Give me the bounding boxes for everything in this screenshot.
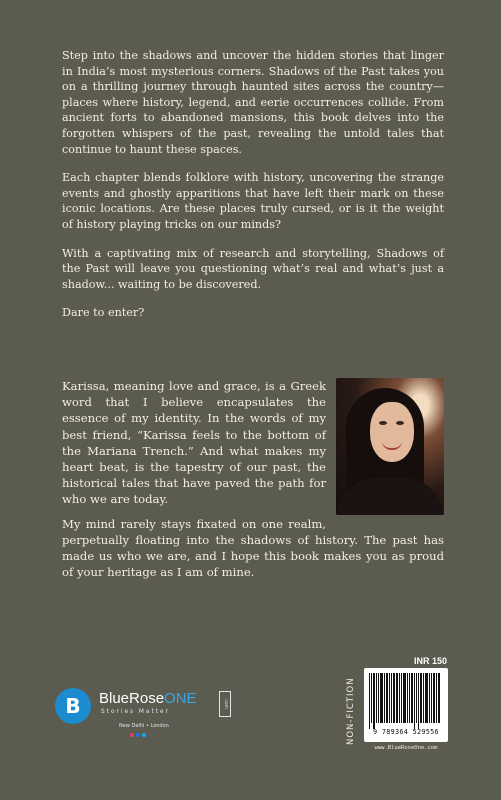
blurb-paragraph-4: Dare to enter? <box>62 306 145 320</box>
author-paragraph-1: Karissa, meaning love and grace, is a Greek word that I believe encapsulates the essence of my identity. In the words of my best friend, “Karissa feels to the bottom of the Mariana Trench.” And what makes my heart beat, is the tapestry of our past, the historical tales that have paved the path for who we are today. <box>62 379 326 507</box>
blurb-paragraph-3: With a captivating mix of research and storytelling, Shadows of the Past will leave you questioning what’s real and what’s just a shadow... waiting to be discovered. <box>62 246 444 291</box>
category-label: NON-FICTION <box>346 677 356 745</box>
isbn-number: 9 789364 529556 <box>373 728 439 736</box>
publisher-website: www.BlueRoseOne.com <box>374 745 438 751</box>
author-photo <box>336 378 444 515</box>
author-paragraph-2: My mind rarely stays fixated on one realm, perpetually floating into the shadows of history. The past has made us who we are, and I hope this book makes you as proud of your heritage as I am of mine. <box>62 516 444 580</box>
blurb-paragraph-2: Each chapter blends folklore with history, uncovering the strange events and ghostly apparitions that have left their mark on these iconic locations. Are these places truly cursed, or is it the weight of history playing tricks on our minds? <box>62 171 444 231</box>
publisher-cities: New Delhi • London <box>119 723 169 729</box>
back-cover-blurb <box>62 48 444 334</box>
publisher-logo-icon: B <box>55 688 91 724</box>
twitter-icon <box>142 733 146 737</box>
publisher-name: BlueRoseONE <box>99 690 197 707</box>
isbn-barcode <box>364 668 448 742</box>
publisher-logo <box>55 688 235 748</box>
blurb-paragraph-1: Step into the shadows and uncover the hidden stories that linger in India’s most mysterious corners. Shadows of the Past takes you on a thrilling journey through haunted sites across the country—places where history, legend, and eerie occurrences collide. From ancient forts to abandoned mansions, this book delves into the forgotten whispers of the past, revealing the untold tales that continue to haunt these spaces. <box>62 49 444 156</box>
publisher-name-box: .com <box>219 691 231 717</box>
price-label: INR 150 <box>414 656 448 666</box>
publisher-tagline: Stories Matter <box>101 709 170 715</box>
author-bio <box>62 378 444 588</box>
social-icons <box>130 733 146 737</box>
instagram-icon <box>130 733 134 737</box>
facebook-icon <box>136 733 140 737</box>
barcode-bars <box>369 673 443 727</box>
